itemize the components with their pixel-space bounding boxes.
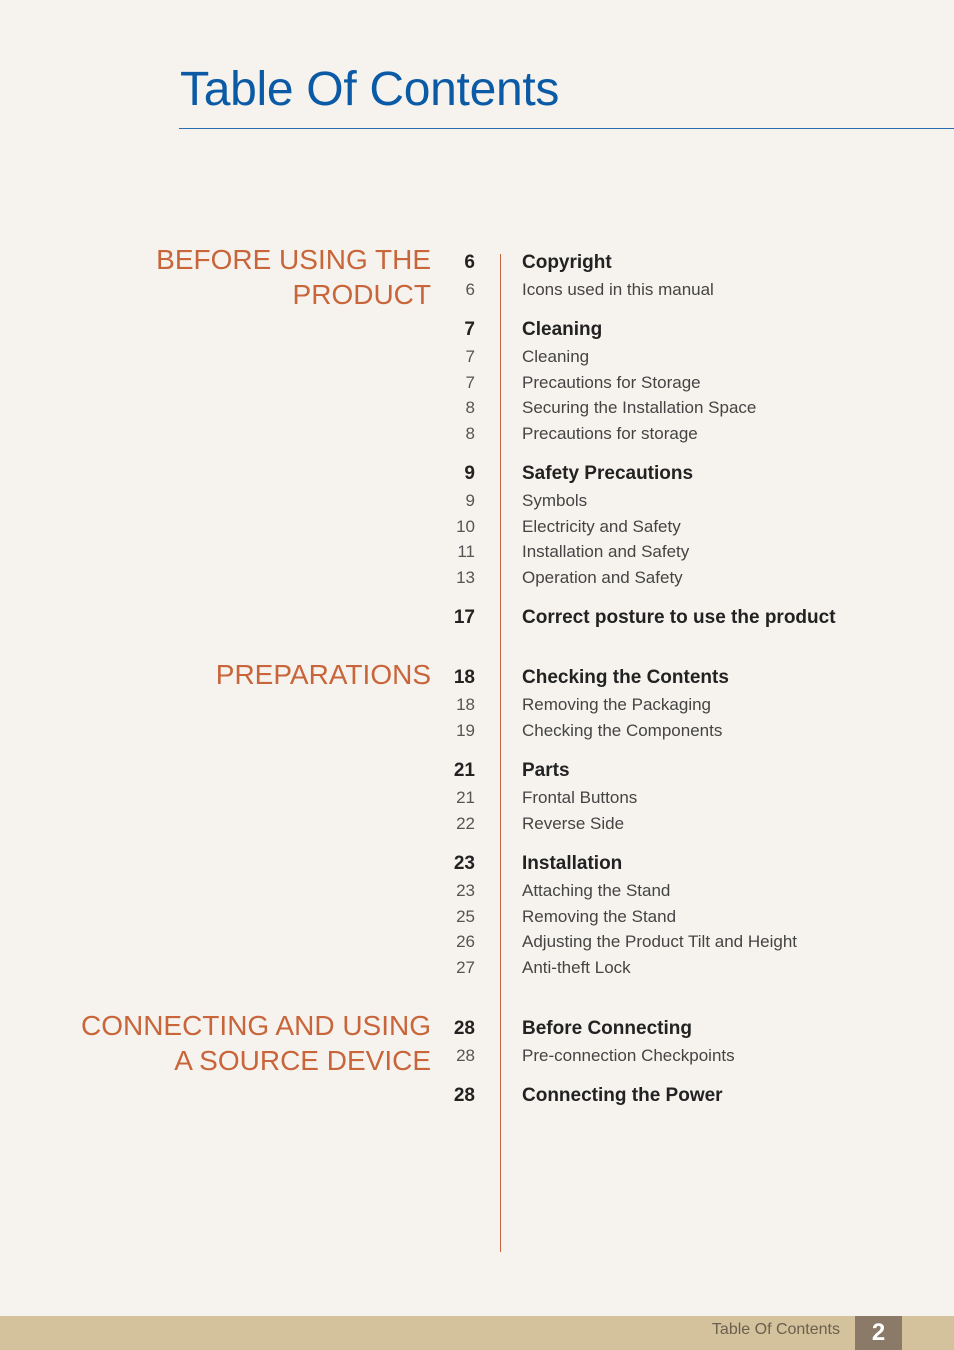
toc-heading-entry[interactable] [0, 1085, 954, 1109]
toc-sub-entry[interactable] [0, 814, 954, 838]
toc-sub-entry[interactable] [0, 721, 954, 745]
page-number: 9 [464, 463, 475, 484]
page-number: 22 [456, 813, 475, 833]
entry-label: Electricity and Safety [522, 516, 681, 536]
entry-label: Connecting the Power [522, 1085, 723, 1106]
entry-label: Safety Precautions [522, 463, 694, 484]
page-number: 28 [453, 1085, 475, 1106]
entry-label: Copyright [522, 252, 612, 273]
entry-label: Installation [522, 853, 623, 874]
toc-sub-entry[interactable] [0, 373, 954, 397]
toc-sub-entry[interactable] [0, 517, 954, 541]
page-number: 10 [456, 516, 475, 536]
entry-label: Precautions for Storage [522, 372, 701, 392]
page-number: 7 [465, 372, 475, 392]
footer-page-number: 2 [855, 1316, 902, 1350]
toc-heading-entry[interactable] [0, 853, 954, 877]
page-number: 8 [465, 423, 475, 443]
page-number: 23 [453, 853, 475, 874]
toc-sub-entry[interactable] [0, 347, 954, 371]
entry-label: Icons used in this manual [522, 280, 714, 299]
entry-label: Attaching the Stand [522, 881, 671, 900]
page-number: 6 [465, 280, 475, 299]
toc-heading-entry[interactable] [0, 319, 954, 343]
toc-sub-entry[interactable] [0, 881, 954, 905]
entry-label: Checking the Components [522, 720, 723, 740]
section-title-line: BEFORE USING THE [156, 244, 431, 275]
page-number: 21 [453, 760, 475, 781]
toc-heading-entry[interactable] [0, 607, 954, 631]
page-title: Table Of Contents [180, 63, 560, 116]
toc-heading-entry[interactable] [0, 252, 954, 276]
page-number: 18 [456, 695, 475, 714]
page-number: 21 [456, 788, 475, 807]
toc-sub-entry[interactable] [0, 542, 954, 566]
entry-label: Correct posture to use the product [522, 607, 836, 628]
toc-sub-entry[interactable] [0, 695, 954, 719]
entry-label: Cleaning [522, 347, 590, 366]
entry-label: Pre-connection Checkpoints [522, 1046, 735, 1065]
page-number: 11 [457, 542, 475, 562]
page-number: 7 [465, 347, 475, 366]
toc-heading-entry[interactable] [0, 760, 954, 784]
page-number: 7 [464, 319, 475, 340]
footer-label: Table Of Contents [711, 1321, 840, 1338]
toc-sub-entry[interactable] [0, 398, 954, 422]
page-number: 28 [453, 1018, 475, 1039]
page-number: 25 [456, 906, 475, 926]
toc-sub-entry[interactable] [0, 491, 954, 515]
entry-label: Installation and Safety [522, 542, 690, 562]
page-number: 18 [453, 667, 475, 688]
entry-label: Precautions for storage [522, 423, 698, 443]
page-number: 9 [465, 491, 475, 510]
section-title-line: CONNECTING AND USING [80, 1010, 431, 1041]
title-rule [179, 128, 954, 129]
entry-label: Parts [522, 760, 570, 781]
section-title-line: PRODUCT [292, 279, 431, 310]
entry-label: Operation and Safety [522, 567, 683, 587]
toc-sub-entry[interactable] [0, 568, 954, 592]
toc-sub-entry[interactable] [0, 788, 954, 812]
page-number: 26 [456, 932, 475, 952]
page-number: 19 [456, 720, 475, 740]
entry-label: Before Connecting [522, 1018, 692, 1039]
entry-label: Symbols [522, 491, 588, 510]
toc-sub-entry[interactable] [0, 932, 954, 956]
entry-label: Removing the Packaging [522, 695, 712, 714]
toc-sub-entry[interactable] [0, 958, 954, 982]
entry-label: Adjusting the Product Tilt and Height [522, 932, 797, 952]
toc-sub-entry[interactable] [0, 907, 954, 931]
page-number: 27 [456, 957, 475, 977]
entry-label: Reverse Side [522, 813, 625, 833]
entry-label: Frontal Buttons [522, 788, 638, 807]
toc-heading-entry[interactable] [0, 1018, 954, 1042]
page-number: 6 [464, 252, 475, 273]
section-title-line: PREPARATIONS [215, 659, 431, 690]
entry-label: Checking the Contents [522, 667, 729, 688]
toc-sub-entry[interactable] [0, 424, 954, 448]
entry-label: Securing the Installation Space [522, 398, 757, 418]
page-number: 13 [456, 567, 475, 587]
entry-label: Cleaning [522, 319, 603, 340]
page-number: 8 [465, 398, 475, 418]
page-number: 17 [453, 607, 475, 628]
page-number: 28 [456, 1046, 475, 1065]
page-number: 23 [456, 881, 475, 900]
toc-heading-entry[interactable] [0, 463, 954, 487]
toc-sub-entry[interactable] [0, 1046, 954, 1070]
toc-heading-entry[interactable] [0, 667, 954, 691]
entry-label: Anti-theft Lock [522, 957, 631, 977]
section-title-line: A SOURCE DEVICE [174, 1045, 431, 1076]
entry-label: Removing the Stand [522, 906, 677, 926]
toc-sub-entry[interactable] [0, 280, 954, 304]
